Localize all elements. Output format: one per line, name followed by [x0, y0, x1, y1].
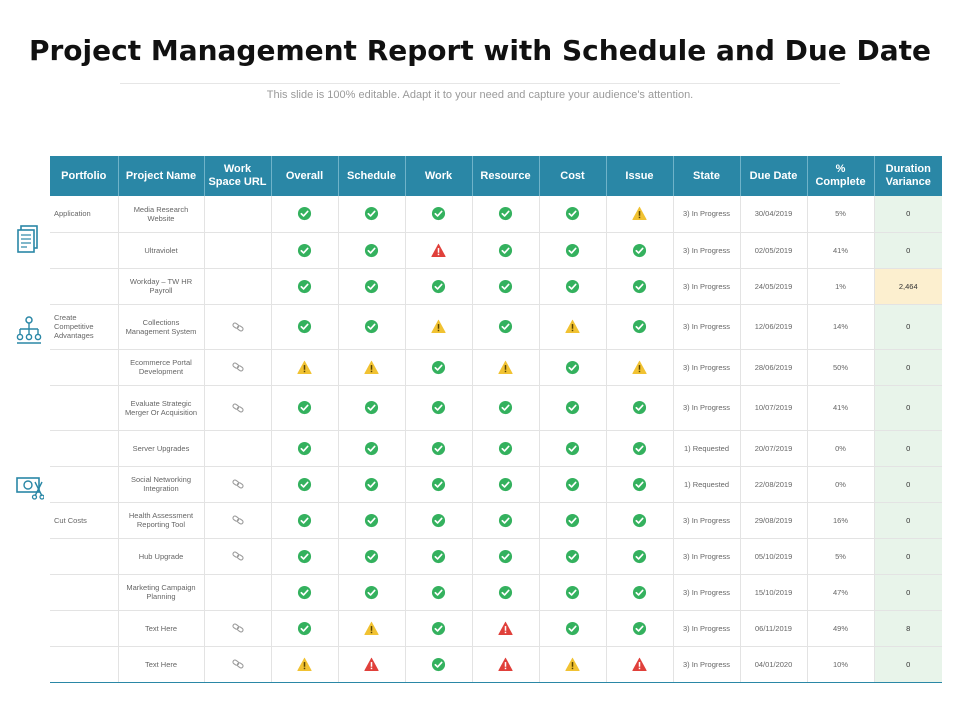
- overall-status-cell: [271, 268, 338, 304]
- work-status-cell: [405, 430, 472, 466]
- duration-variance-cell: 0: [874, 304, 942, 349]
- warning-triangle-icon: [297, 362, 312, 371]
- duration-variance-cell: 0: [874, 502, 942, 538]
- check-circle-icon: [565, 245, 580, 254]
- duration-variance-cell: 0: [874, 232, 942, 268]
- workspace-url-cell: [204, 538, 271, 574]
- resource-status-cell: [472, 466, 539, 502]
- link-icon[interactable]: [232, 551, 244, 560]
- duration-variance-cell: 0: [874, 538, 942, 574]
- portfolio-cell: [50, 574, 118, 610]
- due-date-cell: 05/10/2019: [740, 538, 807, 574]
- check-circle-icon: [364, 209, 379, 218]
- resource-status-cell: [472, 502, 539, 538]
- check-circle-icon: [364, 245, 379, 254]
- workspace-url-cell: [204, 232, 271, 268]
- percent-complete-cell: 1%: [807, 268, 874, 304]
- percent-complete-cell: 14%: [807, 304, 874, 349]
- link-icon[interactable]: [232, 479, 244, 488]
- cost-status-cell: [539, 646, 606, 682]
- state-cell: 3) In Progress: [673, 385, 740, 430]
- percent-complete-cell: 41%: [807, 385, 874, 430]
- project-name-cell: Collections Management System: [118, 304, 204, 349]
- check-circle-icon: [431, 623, 446, 632]
- link-icon[interactable]: [232, 321, 244, 330]
- work-status-cell: [405, 385, 472, 430]
- schedule-status-cell: [338, 232, 405, 268]
- check-circle-icon: [431, 551, 446, 560]
- column-header: Project Name: [118, 156, 204, 196]
- resource-status-cell: [472, 646, 539, 682]
- warning-triangle-icon: [565, 321, 580, 330]
- check-circle-icon: [498, 515, 513, 524]
- issue-status-cell: [606, 574, 673, 610]
- check-circle-icon: [498, 321, 513, 330]
- workspace-url-cell: [204, 466, 271, 502]
- work-status-cell: [405, 538, 472, 574]
- overall-status-cell: [271, 646, 338, 682]
- issue-status-cell: [606, 268, 673, 304]
- project-name-cell: Evaluate Strategic Merger Or Acquisition: [118, 385, 204, 430]
- work-status-cell: [405, 304, 472, 349]
- check-circle-icon: [431, 587, 446, 596]
- document-icon: [14, 222, 44, 256]
- check-circle-icon: [498, 402, 513, 411]
- check-circle-icon: [297, 515, 312, 524]
- workspace-url-cell: [204, 349, 271, 385]
- percent-complete-cell: 0%: [807, 430, 874, 466]
- check-circle-icon: [565, 623, 580, 632]
- column-header: Cost: [539, 156, 606, 196]
- issue-status-cell: [606, 466, 673, 502]
- portfolio-cell: [50, 646, 118, 682]
- work-status-cell: [405, 232, 472, 268]
- project-report-table: [50, 156, 942, 683]
- state-cell: 3) In Progress: [673, 349, 740, 385]
- table-row: [50, 466, 942, 502]
- issue-status-cell: [606, 430, 673, 466]
- issue-status-cell: [606, 304, 673, 349]
- alert-triangle-icon: [364, 659, 379, 668]
- cost-status-cell: [539, 349, 606, 385]
- check-circle-icon: [565, 362, 580, 371]
- resource-status-cell: [472, 385, 539, 430]
- check-circle-icon: [297, 587, 312, 596]
- check-circle-icon: [498, 209, 513, 218]
- percent-complete-cell: 16%: [807, 502, 874, 538]
- column-header: Duration Variance: [874, 156, 942, 196]
- project-name-cell: Server Upgrades: [118, 430, 204, 466]
- schedule-status-cell: [338, 304, 405, 349]
- issue-status-cell: [606, 610, 673, 646]
- duration-variance-cell: 8: [874, 610, 942, 646]
- workspace-url-cell: [204, 196, 271, 232]
- workspace-url-cell: [204, 574, 271, 610]
- cost-status-cell: [539, 385, 606, 430]
- check-circle-icon: [364, 281, 379, 290]
- overall-status-cell: [271, 574, 338, 610]
- check-circle-icon: [632, 551, 647, 560]
- resource-status-cell: [472, 610, 539, 646]
- resource-status-cell: [472, 349, 539, 385]
- check-circle-icon: [297, 281, 312, 290]
- check-circle-icon: [498, 587, 513, 596]
- resource-status-cell: [472, 304, 539, 349]
- check-circle-icon: [632, 321, 647, 330]
- cost-status-cell: [539, 304, 606, 349]
- schedule-status-cell: [338, 502, 405, 538]
- column-header: State: [673, 156, 740, 196]
- schedule-status-cell: [338, 385, 405, 430]
- cost-status-cell: [539, 538, 606, 574]
- project-name-cell: Marketing Campaign Planning: [118, 574, 204, 610]
- column-header: Due Date: [740, 156, 807, 196]
- state-cell: 3) In Progress: [673, 196, 740, 232]
- column-header: Resource: [472, 156, 539, 196]
- due-date-cell: 04/01/2020: [740, 646, 807, 682]
- issue-status-cell: [606, 196, 673, 232]
- due-date-cell: 12/06/2019: [740, 304, 807, 349]
- duration-variance-cell: 0: [874, 196, 942, 232]
- alert-triangle-icon: [431, 245, 446, 254]
- cost-status-cell: [539, 466, 606, 502]
- work-status-cell: [405, 349, 472, 385]
- check-circle-icon: [364, 479, 379, 488]
- work-status-cell: [405, 268, 472, 304]
- alert-triangle-icon: [632, 659, 647, 668]
- table-row: [50, 574, 942, 610]
- duration-variance-cell: 2,464: [874, 268, 942, 304]
- title-divider: [120, 83, 840, 84]
- check-circle-icon: [632, 443, 647, 452]
- state-cell: 3) In Progress: [673, 502, 740, 538]
- issue-status-cell: [606, 538, 673, 574]
- due-date-cell: 02/05/2019: [740, 232, 807, 268]
- check-circle-icon: [431, 443, 446, 452]
- alert-triangle-icon: [498, 659, 513, 668]
- org-chart-icon: [14, 314, 44, 348]
- check-circle-icon: [297, 623, 312, 632]
- issue-status-cell: [606, 385, 673, 430]
- check-circle-icon: [632, 479, 647, 488]
- page-title: Project Management Report with Schedule and Due Date: [28, 34, 932, 67]
- duration-variance-cell: 0: [874, 574, 942, 610]
- schedule-status-cell: [338, 430, 405, 466]
- warning-triangle-icon: [632, 362, 647, 371]
- check-circle-icon: [364, 443, 379, 452]
- table-row: [50, 232, 942, 268]
- due-date-cell: 15/10/2019: [740, 574, 807, 610]
- portfolio-cell: [50, 466, 118, 502]
- workspace-url-cell: [204, 610, 271, 646]
- column-header: Schedule: [338, 156, 405, 196]
- portfolio-cell: [50, 268, 118, 304]
- cost-status-cell: [539, 196, 606, 232]
- schedule-status-cell: [338, 268, 405, 304]
- project-name-cell: Text Here: [118, 610, 204, 646]
- check-circle-icon: [565, 587, 580, 596]
- cost-status-cell: [539, 268, 606, 304]
- check-circle-icon: [632, 515, 647, 524]
- percent-complete-cell: 49%: [807, 610, 874, 646]
- workspace-url-cell: [204, 430, 271, 466]
- percent-complete-cell: 50%: [807, 349, 874, 385]
- overall-status-cell: [271, 538, 338, 574]
- check-circle-icon: [632, 623, 647, 632]
- overall-status-cell: [271, 610, 338, 646]
- schedule-status-cell: [338, 610, 405, 646]
- state-cell: 3) In Progress: [673, 574, 740, 610]
- check-circle-icon: [364, 587, 379, 596]
- overall-status-cell: [271, 349, 338, 385]
- cost-status-cell: [539, 502, 606, 538]
- table-row: [50, 196, 942, 232]
- schedule-status-cell: [338, 538, 405, 574]
- workspace-url-cell: [204, 502, 271, 538]
- portfolio-cell: Cut Costs: [50, 502, 118, 538]
- percent-complete-cell: 5%: [807, 538, 874, 574]
- column-header: Overall: [271, 156, 338, 196]
- check-circle-icon: [498, 281, 513, 290]
- check-circle-icon: [297, 209, 312, 218]
- column-header: Work Space URL: [204, 156, 271, 196]
- check-circle-icon: [565, 402, 580, 411]
- project-name-cell: Ecommerce Portal Development: [118, 349, 204, 385]
- check-circle-icon: [364, 515, 379, 524]
- resource-status-cell: [472, 196, 539, 232]
- table-row: [50, 646, 942, 682]
- column-header: Portfolio: [50, 156, 118, 196]
- issue-status-cell: [606, 349, 673, 385]
- link-icon[interactable]: [232, 623, 244, 632]
- table-body: [50, 196, 942, 682]
- project-name-cell: Ultraviolet: [118, 232, 204, 268]
- percent-complete-cell: 10%: [807, 646, 874, 682]
- due-date-cell: 06/11/2019: [740, 610, 807, 646]
- cost-status-cell: [539, 574, 606, 610]
- check-circle-icon: [498, 551, 513, 560]
- warning-triangle-icon: [364, 623, 379, 632]
- check-circle-icon: [431, 515, 446, 524]
- portfolio-cell: Create Competitive Advantages: [50, 304, 118, 349]
- column-header: % Complete: [807, 156, 874, 196]
- portfolio-cell: [50, 385, 118, 430]
- table-row: [50, 538, 942, 574]
- project-name-cell: Social Networking Integration: [118, 466, 204, 502]
- warning-triangle-icon: [364, 362, 379, 371]
- overall-status-cell: [271, 232, 338, 268]
- check-circle-icon: [498, 245, 513, 254]
- state-cell: 1) Requested: [673, 430, 740, 466]
- check-circle-icon: [297, 245, 312, 254]
- portfolio-cell: [50, 430, 118, 466]
- table-row: [50, 430, 942, 466]
- portfolio-cell: Application: [50, 196, 118, 232]
- check-circle-icon: [498, 443, 513, 452]
- warning-triangle-icon: [297, 659, 312, 668]
- work-status-cell: [405, 646, 472, 682]
- check-circle-icon: [565, 209, 580, 218]
- overall-status-cell: [271, 196, 338, 232]
- check-circle-icon: [632, 587, 647, 596]
- overall-status-cell: [271, 385, 338, 430]
- table-header-row: [50, 156, 942, 196]
- due-date-cell: 30/04/2019: [740, 196, 807, 232]
- project-name-cell: Workday – TW HR Payroll: [118, 268, 204, 304]
- check-circle-icon: [364, 402, 379, 411]
- table-row: [50, 502, 942, 538]
- check-circle-icon: [297, 479, 312, 488]
- check-circle-icon: [364, 321, 379, 330]
- check-circle-icon: [565, 551, 580, 560]
- check-circle-icon: [565, 515, 580, 524]
- table-row: [50, 304, 942, 349]
- alert-triangle-icon: [498, 623, 513, 632]
- overall-status-cell: [271, 502, 338, 538]
- due-date-cell: 22/08/2019: [740, 466, 807, 502]
- overall-status-cell: [271, 304, 338, 349]
- check-circle-icon: [565, 281, 580, 290]
- table-row: [50, 385, 942, 430]
- percent-complete-cell: 5%: [807, 196, 874, 232]
- resource-status-cell: [472, 538, 539, 574]
- issue-status-cell: [606, 502, 673, 538]
- duration-variance-cell: 0: [874, 385, 942, 430]
- workspace-url-cell: [204, 304, 271, 349]
- check-circle-icon: [364, 551, 379, 560]
- work-status-cell: [405, 502, 472, 538]
- work-status-cell: [405, 610, 472, 646]
- check-circle-icon: [632, 245, 647, 254]
- check-circle-icon: [431, 209, 446, 218]
- check-circle-icon: [297, 551, 312, 560]
- check-circle-icon: [297, 402, 312, 411]
- portfolio-cell: [50, 610, 118, 646]
- resource-status-cell: [472, 232, 539, 268]
- state-cell: 1) Requested: [673, 466, 740, 502]
- due-date-cell: 29/08/2019: [740, 502, 807, 538]
- workspace-url-cell: [204, 646, 271, 682]
- table-row: [50, 349, 942, 385]
- state-cell: 3) In Progress: [673, 304, 740, 349]
- check-circle-icon: [431, 281, 446, 290]
- check-circle-icon: [431, 362, 446, 371]
- due-date-cell: 28/06/2019: [740, 349, 807, 385]
- check-circle-icon: [632, 281, 647, 290]
- column-header: Issue: [606, 156, 673, 196]
- issue-status-cell: [606, 646, 673, 682]
- page-subtitle: This slide is 100% editable. Adapt it to your need and capture your audience's attention.: [266, 89, 694, 101]
- table-row: [50, 268, 942, 304]
- portfolio-cell: [50, 538, 118, 574]
- check-circle-icon: [431, 402, 446, 411]
- state-cell: 3) In Progress: [673, 268, 740, 304]
- percent-complete-cell: 0%: [807, 466, 874, 502]
- work-status-cell: [405, 196, 472, 232]
- warning-triangle-icon: [498, 362, 513, 371]
- workspace-url-cell: [204, 385, 271, 430]
- money-icon: [14, 470, 44, 504]
- warning-triangle-icon: [565, 659, 580, 668]
- workspace-url-cell: [204, 268, 271, 304]
- check-circle-icon: [498, 479, 513, 488]
- percent-complete-cell: 41%: [807, 232, 874, 268]
- column-header: Work: [405, 156, 472, 196]
- warning-triangle-icon: [632, 209, 647, 218]
- project-name-cell: Health Assessment Reporting Tool: [118, 502, 204, 538]
- cost-status-cell: [539, 610, 606, 646]
- state-cell: 3) In Progress: [673, 646, 740, 682]
- overall-status-cell: [271, 430, 338, 466]
- check-circle-icon: [297, 321, 312, 330]
- cost-status-cell: [539, 232, 606, 268]
- due-date-cell: 20/07/2019: [740, 430, 807, 466]
- table-row: [50, 610, 942, 646]
- duration-variance-cell: 0: [874, 349, 942, 385]
- portfolio-cell: [50, 349, 118, 385]
- percent-complete-cell: 47%: [807, 574, 874, 610]
- warning-triangle-icon: [431, 321, 446, 330]
- link-icon[interactable]: [232, 362, 244, 371]
- check-circle-icon: [565, 443, 580, 452]
- due-date-cell: 24/05/2019: [740, 268, 807, 304]
- cost-status-cell: [539, 430, 606, 466]
- work-status-cell: [405, 466, 472, 502]
- link-icon[interactable]: [232, 515, 244, 524]
- schedule-status-cell: [338, 574, 405, 610]
- schedule-status-cell: [338, 646, 405, 682]
- project-name-cell: Media Research Website: [118, 196, 204, 232]
- overall-status-cell: [271, 466, 338, 502]
- state-cell: 3) In Progress: [673, 610, 740, 646]
- issue-status-cell: [606, 232, 673, 268]
- portfolio-cell: [50, 232, 118, 268]
- check-circle-icon: [632, 402, 647, 411]
- schedule-status-cell: [338, 196, 405, 232]
- project-name-cell: Text Here: [118, 646, 204, 682]
- resource-status-cell: [472, 574, 539, 610]
- state-cell: 3) In Progress: [673, 538, 740, 574]
- resource-status-cell: [472, 430, 539, 466]
- check-circle-icon: [565, 479, 580, 488]
- check-circle-icon: [431, 479, 446, 488]
- resource-status-cell: [472, 268, 539, 304]
- duration-variance-cell: 0: [874, 466, 942, 502]
- project-name-cell: Hub Upgrade: [118, 538, 204, 574]
- link-icon[interactable]: [232, 402, 244, 411]
- due-date-cell: 10/07/2019: [740, 385, 807, 430]
- check-circle-icon: [297, 443, 312, 452]
- duration-variance-cell: 0: [874, 646, 942, 682]
- duration-variance-cell: 0: [874, 430, 942, 466]
- link-icon[interactable]: [232, 659, 244, 668]
- work-status-cell: [405, 574, 472, 610]
- schedule-status-cell: [338, 466, 405, 502]
- check-circle-icon: [431, 659, 446, 668]
- state-cell: 3) In Progress: [673, 232, 740, 268]
- schedule-status-cell: [338, 349, 405, 385]
